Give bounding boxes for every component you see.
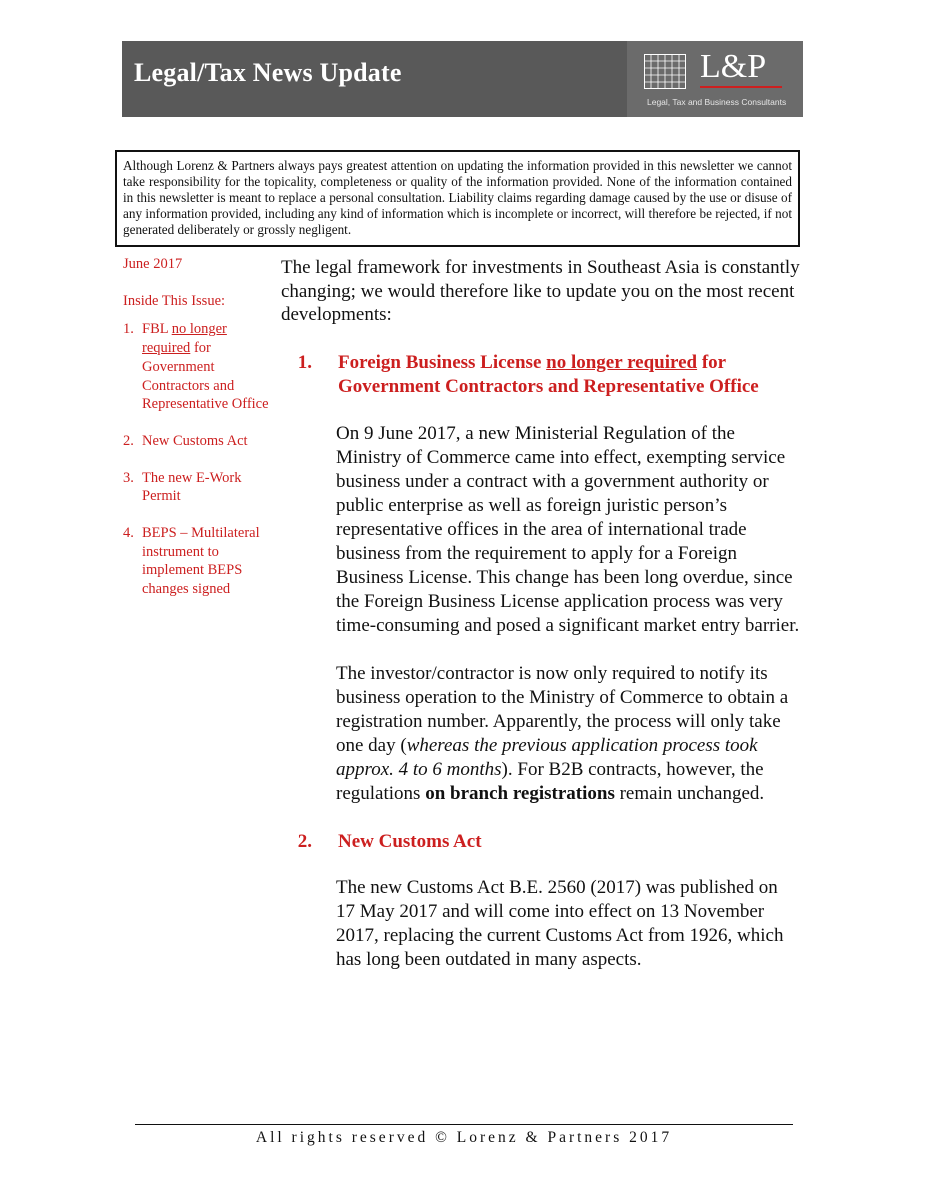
contents-text: The new E-Work Permit [142,469,242,505]
contents-text: FBL no longer required for Government Contractors and Representative Office [142,321,269,413]
section-1-paragraph-2: The investor/contractor is now only required to notify its business operation to the Ministry of Commerce to obtain a registration number. Apparently, the process will only take one day (whereas the previous application process took approx. 4 to 6 months). For B2B contracts, however, the regulations on branch registrations remain unchanged. [336,662,789,804]
issue-date: June 2017 [123,256,183,272]
logo-underline [700,86,782,88]
contents-text: BEPS – Multilateral instrument to implement BEPS changes signed [142,525,260,598]
contents-item[interactable] [123,524,273,599]
footer-divider [135,1124,793,1125]
intro-paragraph: The legal framework for investments in Southeast Asia is constantly changing; we would therefore like to update you on the most recent developments: [281,257,800,325]
main-content [281,256,801,972]
logo-tagline: Legal, Tax and Business Consultants [647,97,787,107]
newsletter-title: Legal/Tax News Update [134,58,402,87]
disclaimer-box: Although Lorenz & Partners always pays greatest attention on updating the information provided in this newsletter we cannot take responsibility for the topicality, completeness or quality of the information provided. None of the information contained in this newsletter is meant to replace a personal consultation. Liability claims regarding damage caused by the use or disuse of any information provided, including any kind of information which is incomplete or incorrect, will therefore be rejected, if not generated deliberately or grossly negligent. [115,150,800,247]
logo-grid-icon [644,54,686,89]
contents-item[interactable] [123,320,273,414]
contents-text: New Customs Act [142,432,248,449]
contents-item[interactable] [123,469,273,506]
header-banner [122,41,803,117]
inside-issue-label: Inside This Issue: [123,292,226,309]
section-1-heading: 1. Foreign Business License no longer required for Government Contractors and Representative Office [297,351,759,397]
logo-wordmark: L&P [700,48,767,85]
contents-item[interactable] [123,432,273,451]
section-2-paragraph-1: The new Customs Act B.E. 2560 (2017) was published on 17 May 2017 and will come into effect on 13 November 2017, replacing the current Customs Act from 1926, which has long been outdated in many aspects. [336,877,784,970]
contents-number: 3. [123,469,134,486]
issue-contents-list [123,320,273,598]
section-1-paragraph-1: On 9 June 2017, a new Ministerial Regulation of the Ministry of Commerce came into effect, exempting service business under a contract with a government authority or public enterprise as well as foreign juristic person’s representative offices in the area of international trade business from the requirement to apply for a Foreign Business License. This change has been long overdue, since the Foreign Business License application process was very time-consuming and posed a significant market entry barrier. [336,422,800,636]
footer-copyright: All rights reserved © Lorenz & Partners 2017 [255,1129,673,1146]
contents-number: 2. [123,432,134,449]
sidebar [123,255,273,617]
section-2-heading: 2. New Customs Act [297,830,482,852]
contents-number: 4. [123,525,134,542]
company-logo [627,41,803,117]
contents-number: 1. [123,321,134,338]
